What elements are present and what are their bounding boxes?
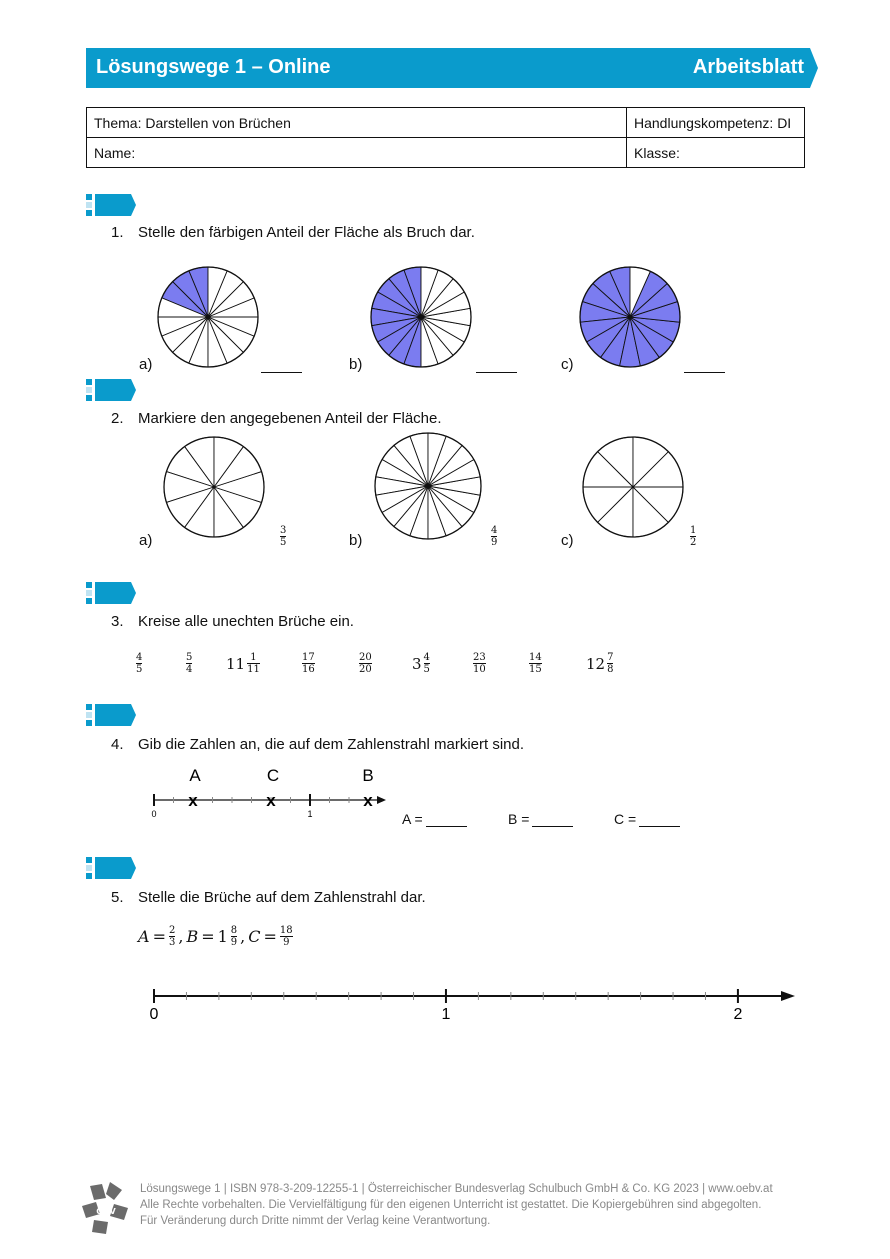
answer-line[interactable] bbox=[532, 812, 573, 827]
axis-arrow bbox=[781, 991, 795, 1001]
answer-label: C = bbox=[614, 811, 637, 827]
comma: , bbox=[240, 927, 246, 946]
answer-C[interactable] bbox=[614, 811, 680, 827]
denominator: 9 bbox=[230, 937, 238, 948]
var-C: C bbox=[248, 927, 261, 946]
footer-line-1: Lösungswege 1 | ISBN 978-3-209-12255-1 | Österreichischer Bundesverlag Schulbuch GmbH & Co. KG 2023 | www.oebv.at bbox=[140, 1183, 773, 1195]
task-text: Gib die Zahlen an, die auf dem Zahlenstrahl markiert sind. bbox=[138, 736, 525, 753]
denominator: 15 bbox=[529, 664, 542, 675]
answer-blank-1b[interactable] bbox=[476, 356, 517, 373]
equals: = bbox=[263, 927, 277, 946]
tick-label-1: 1 bbox=[441, 1006, 451, 1023]
whole-part: 1 bbox=[217, 927, 228, 946]
fraction-formula bbox=[138, 925, 293, 948]
denominator: 2 bbox=[690, 537, 697, 548]
numerator: 20 bbox=[359, 652, 372, 663]
fraction-2b bbox=[491, 525, 497, 548]
numerator: 14 bbox=[529, 652, 542, 663]
document-type: Arbeitsblatt bbox=[692, 56, 804, 78]
fraction-option-1[interactable] bbox=[136, 652, 142, 675]
numerator: 4 bbox=[423, 652, 430, 663]
fraction-A bbox=[169, 925, 175, 948]
comma: , bbox=[178, 927, 184, 946]
fraction-2a bbox=[280, 525, 286, 548]
name-cell[interactable]: Name: bbox=[87, 138, 627, 168]
fraction-option-2[interactable] bbox=[186, 652, 192, 675]
fraction-option-5[interactable] bbox=[359, 652, 372, 675]
oebv-logo bbox=[80, 1180, 132, 1236]
denominator: 10 bbox=[473, 664, 486, 675]
denominator: 3 bbox=[168, 937, 176, 948]
denominator: 16 bbox=[302, 664, 315, 675]
fraction-option-6[interactable] bbox=[412, 652, 430, 675]
numerator: 18 bbox=[279, 925, 293, 936]
numerator: 1 bbox=[250, 652, 257, 663]
equals: = bbox=[201, 927, 215, 946]
denominator: 5 bbox=[423, 664, 430, 675]
class-cell[interactable]: Klasse: bbox=[627, 138, 805, 168]
label-C: C bbox=[266, 766, 280, 785]
footer bbox=[140, 1181, 773, 1229]
denominator: 4 bbox=[186, 664, 193, 675]
task-text: Kreise alle unechten Brüche ein. bbox=[138, 613, 354, 630]
tick-label-1: 1 bbox=[307, 809, 313, 819]
topic-cell: Thema: Darstellen von Brüchen bbox=[87, 108, 627, 138]
pie-2b[interactable] bbox=[372, 430, 484, 542]
fraction-option-7[interactable] bbox=[473, 652, 486, 675]
info-table bbox=[86, 107, 805, 168]
task-tag-2 bbox=[86, 379, 136, 401]
numerator: 17 bbox=[302, 652, 315, 663]
competence-cell: Handlungskompetenz: DI bbox=[627, 108, 805, 138]
answer-line[interactable] bbox=[639, 812, 680, 827]
task-text: Stelle den färbigen Anteil der Fläche als Bruch dar. bbox=[138, 224, 475, 241]
var-A: A bbox=[138, 927, 150, 946]
answer-blank-1c[interactable] bbox=[684, 356, 725, 373]
header-banner bbox=[86, 48, 818, 88]
denominator: 20 bbox=[359, 664, 372, 675]
item-label-1c: c) bbox=[561, 356, 574, 373]
task-text: Markiere den angegebenen Anteil der Fläche. bbox=[138, 410, 442, 427]
numerator: 23 bbox=[473, 652, 486, 663]
task-tag-5 bbox=[86, 857, 136, 879]
item-label-1a: a) bbox=[139, 356, 153, 373]
denominator: 5 bbox=[280, 537, 287, 548]
item-label-1b: b) bbox=[349, 356, 363, 373]
answer-label: B = bbox=[508, 811, 530, 827]
task-number: 3. bbox=[111, 613, 124, 630]
pie-2c[interactable] bbox=[580, 434, 686, 540]
equals: = bbox=[152, 927, 166, 946]
fraction-B bbox=[231, 925, 237, 948]
pie-1a bbox=[155, 264, 261, 370]
numerator: 8 bbox=[230, 925, 238, 936]
fraction-2c bbox=[690, 525, 696, 548]
number-line-4 bbox=[140, 760, 390, 825]
var-B: B bbox=[186, 927, 199, 946]
denominator: 9 bbox=[491, 537, 498, 548]
footer-line-3: Für Veränderung durch Dritte nimmt der Verlag keine Verantwortung. bbox=[140, 1215, 491, 1227]
task-number: 4. bbox=[111, 736, 124, 753]
whole-part: 3 bbox=[412, 654, 422, 673]
fraction-C bbox=[280, 925, 293, 948]
number-line-5[interactable] bbox=[140, 980, 805, 1025]
mark-A: x bbox=[188, 791, 198, 810]
fraction-option-8[interactable] bbox=[529, 652, 542, 675]
denominator: 9 bbox=[283, 937, 290, 948]
fraction-option-9[interactable] bbox=[586, 652, 613, 675]
mark-C: x bbox=[266, 791, 276, 810]
fraction-option-4[interactable] bbox=[302, 652, 315, 675]
pie-1b bbox=[368, 264, 474, 370]
item-label-2a: a) bbox=[139, 532, 153, 549]
answer-blank-1a[interactable] bbox=[261, 356, 302, 373]
numerator: 4 bbox=[491, 525, 498, 536]
numerator: 4 bbox=[136, 652, 143, 663]
task-tag-1 bbox=[86, 194, 136, 216]
answer-line[interactable] bbox=[426, 812, 467, 827]
task-tag-4 bbox=[86, 704, 136, 726]
footer-line-2: Alle Rechte vorbehalten. Die Vervielfältigung für den eigenen Unterricht ist gestattet. Die Kopiergebühren sind abgegolten. bbox=[140, 1199, 762, 1211]
label-A: A bbox=[189, 766, 201, 785]
answer-label: A = bbox=[402, 811, 423, 827]
pie-2a[interactable] bbox=[161, 434, 267, 540]
logo-text: öbv bbox=[96, 1205, 116, 1217]
tick-label-0: 0 bbox=[151, 809, 157, 819]
numerator: 3 bbox=[280, 525, 287, 536]
label-B: B bbox=[362, 766, 374, 785]
axis-arrow bbox=[377, 796, 386, 804]
task-number: 5. bbox=[111, 889, 124, 906]
denominator: 5 bbox=[136, 664, 143, 675]
denominator: 8 bbox=[607, 664, 614, 675]
answer-B[interactable] bbox=[508, 811, 573, 827]
whole-part: 11 bbox=[226, 654, 246, 673]
task-number: 2. bbox=[111, 410, 124, 427]
task-text: Stelle die Brüche auf dem Zahlenstrahl dar. bbox=[138, 889, 426, 906]
task-number: 1. bbox=[111, 224, 124, 241]
denominator: 11 bbox=[247, 664, 260, 675]
numerator: 1 bbox=[690, 525, 697, 536]
tick-label-2: 2 bbox=[733, 1006, 743, 1023]
numerator: 2 bbox=[168, 925, 176, 936]
fraction-option-3[interactable] bbox=[226, 652, 260, 675]
mark-B: x bbox=[363, 791, 373, 810]
pie-1c bbox=[577, 264, 683, 370]
task-tag-3 bbox=[86, 582, 136, 604]
whole-part: 12 bbox=[586, 654, 606, 673]
numerator: 7 bbox=[607, 652, 614, 663]
tick-label-0: 0 bbox=[149, 1006, 159, 1023]
item-label-2b: b) bbox=[349, 532, 363, 549]
item-label-2c: c) bbox=[561, 532, 574, 549]
numerator: 5 bbox=[186, 652, 193, 663]
answer-A[interactable] bbox=[402, 811, 467, 827]
series-title: Lösungswege 1 – Online bbox=[96, 56, 331, 78]
